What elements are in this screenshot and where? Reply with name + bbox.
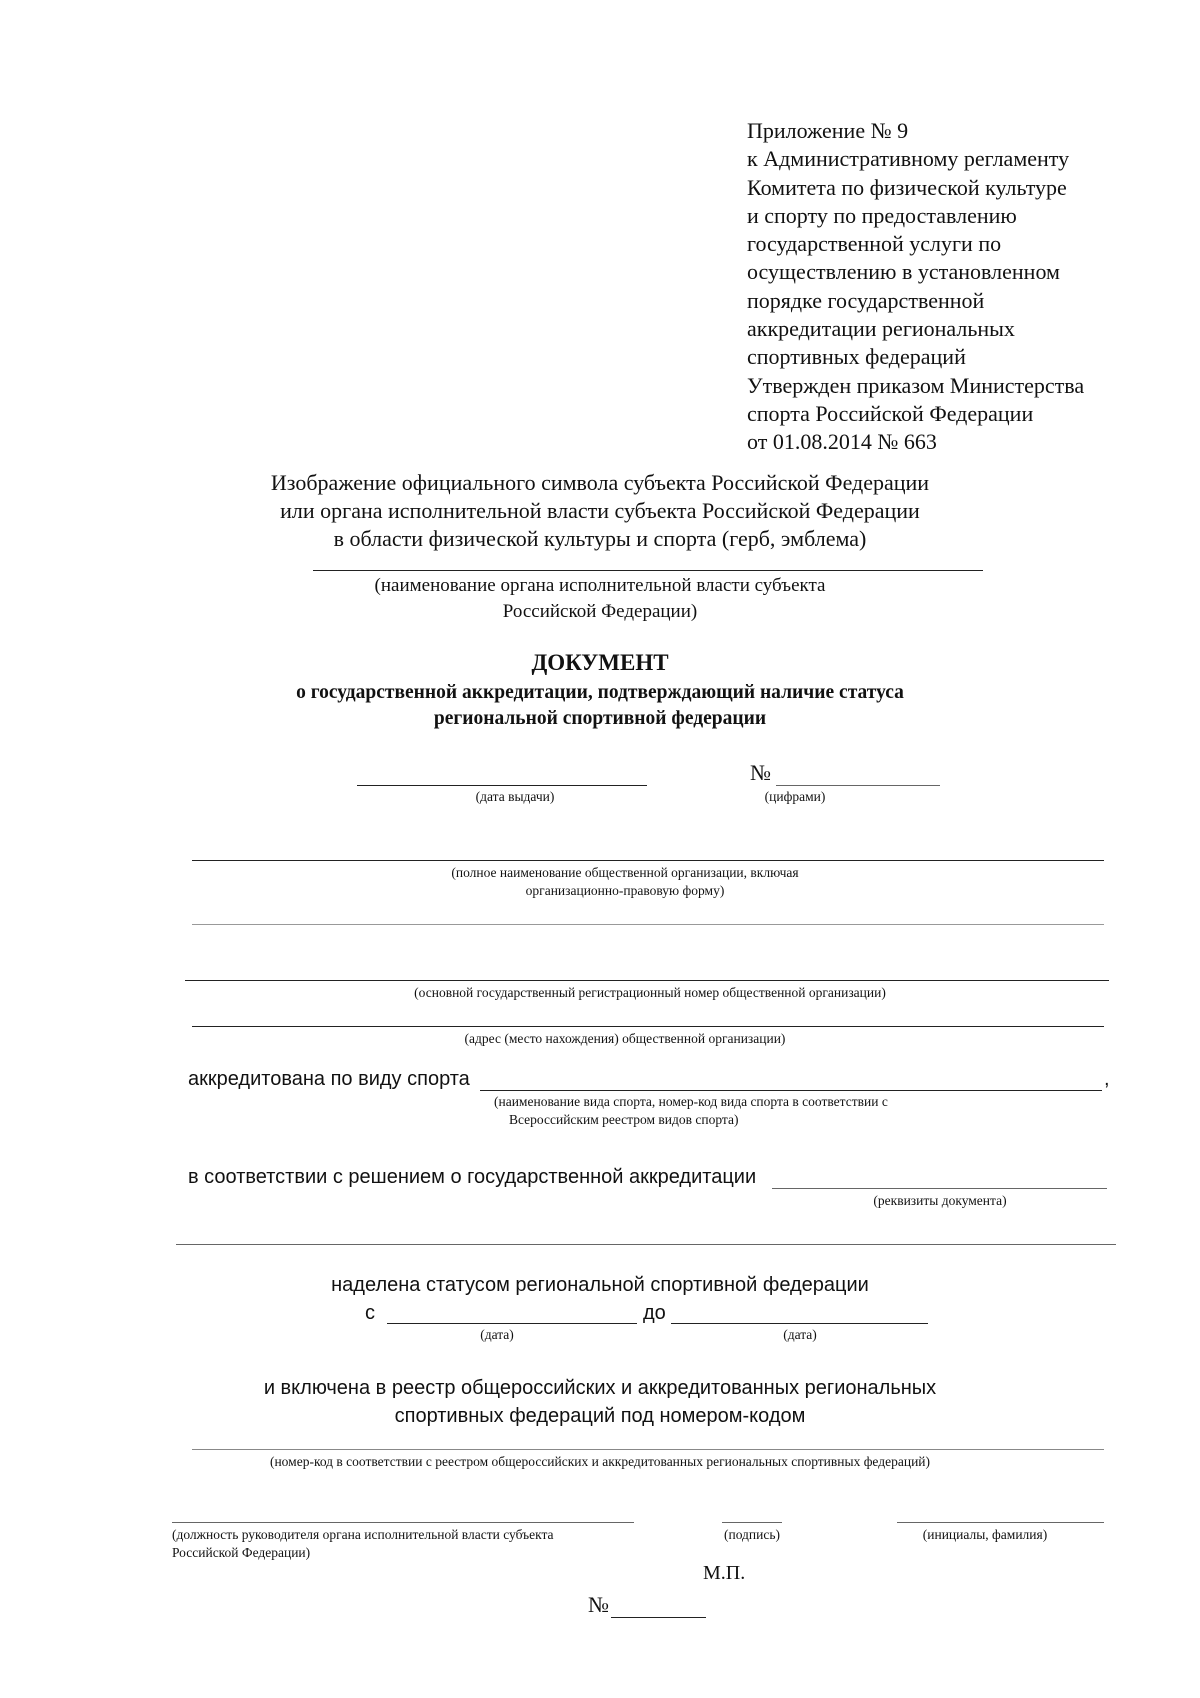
address-field[interactable] (192, 1026, 1104, 1027)
sport-caption-line: (наименование вида спорта, номер-код вида спорта в соответствии с (494, 1094, 888, 1109)
authority-name-field[interactable] (313, 570, 983, 571)
appendix-line: Утвержден приказом Министерства (747, 372, 1085, 398)
authority-caption (300, 573, 900, 625)
issue-date-field[interactable] (357, 785, 647, 786)
appendix-line: осуществлению в установленном (747, 259, 1060, 285)
status-to-date-field[interactable] (671, 1323, 928, 1324)
org-name-caption (300, 864, 950, 900)
sport-caption (494, 1093, 888, 1129)
appendix-block (747, 117, 1084, 457)
org-name-field[interactable] (192, 860, 1104, 861)
status-to-caption: (дата) (783, 1327, 817, 1342)
position-caption (172, 1526, 554, 1562)
document-subtitle (200, 680, 1000, 732)
subtitle-line: региональной спортивной федерации (433, 708, 767, 729)
ogrn-field[interactable] (185, 980, 1109, 981)
org-name-field-extra[interactable] (192, 924, 1104, 925)
position-caption-line: Российской Федерации) (172, 1545, 311, 1560)
status-from-label: с (365, 1302, 375, 1324)
symbol-line: в области физической культуры и спорта (герб, эмблема) (333, 526, 867, 551)
authority-caption-line: (наименование органа исполнительной власти субъекта (374, 575, 826, 596)
symbol-line: Изображение официального символа субъекта Российской Федерации (270, 470, 930, 495)
footer-number-field[interactable] (611, 1617, 706, 1618)
appendix-line: Комитета по физической культуре (747, 174, 1067, 200)
status-to-label: до (643, 1302, 666, 1324)
decision-caption: (реквизиты документа) (873, 1193, 1007, 1208)
appendix-line: к Административному регламенту (747, 146, 1070, 172)
org-name-caption-line: (полное наименование общественной организации, включая (451, 865, 799, 880)
symbol-placeholder-text (250, 469, 950, 553)
signature-field[interactable] (722, 1522, 782, 1523)
symbol-line: или органа исполнительной власти субъекта Российской Федерации (280, 498, 920, 523)
appendix-line: государственной услуги по (747, 231, 1002, 257)
footer-number-sign: № (588, 1592, 609, 1617)
ogrn-caption: (основной государственный регистрационный номер общественной организации) (414, 985, 886, 1000)
position-caption-line: (должность руководителя органа исполнительной власти субъекта (172, 1527, 554, 1542)
status-from-caption: (дата) (480, 1327, 514, 1342)
registry-text (200, 1374, 1000, 1430)
appendix-line: аккредитации региональных (747, 316, 1015, 342)
sport-field[interactable] (480, 1090, 1102, 1091)
registry-caption: (номер-код в соответствии с реестром общероссийских и аккредитованных региональных спортивных федераций) (269, 1454, 931, 1469)
issue-date-caption: (дата выдачи) (475, 789, 555, 804)
status-from-date-field[interactable] (387, 1323, 637, 1324)
sport-comma: , (1104, 1068, 1110, 1090)
signature-caption: (подпись) (723, 1527, 781, 1542)
registry-line: спортивных федераций под номером-кодом (394, 1405, 806, 1427)
decision-label: в соответствии с решением о государственной аккредитации (188, 1166, 757, 1188)
position-field[interactable] (172, 1522, 634, 1523)
appendix-line: от 01.08.2014 № 663 (747, 429, 937, 455)
decision-field[interactable] (772, 1188, 1107, 1189)
appendix-line: спорта Российской Федерации (747, 400, 1034, 426)
issue-number-sign: № (750, 760, 771, 785)
appendix-line: спортивных федераций (747, 344, 966, 370)
decision-field-extra[interactable] (176, 1244, 1116, 1245)
stamp-label: М.П. (703, 1562, 746, 1584)
name-caption: (инициалы, фамилия) (922, 1527, 1048, 1542)
appendix-line: Приложение № 9 (747, 118, 909, 143)
registry-line: и включена в реестр общероссийских и аккредитованных региональных (263, 1377, 937, 1399)
sport-label: аккредитована по виду спорта (188, 1068, 470, 1090)
address-caption: (адрес (место нахождения) общественной организации) (464, 1031, 786, 1046)
registry-code-field[interactable] (192, 1449, 1104, 1450)
document-title: ДОКУМЕНТ (531, 650, 669, 675)
subtitle-line: о государственной аккредитации, подтверждающий наличие статуса (296, 682, 904, 703)
status-text: наделена статусом региональной спортивной федерации (331, 1274, 869, 1296)
issue-number-field[interactable] (776, 785, 940, 786)
org-name-caption-line: организационно-правовую форму) (525, 883, 725, 898)
authority-caption-line: Российской Федерации) (502, 601, 698, 622)
appendix-line: и спорту по предоставлению (747, 202, 1017, 228)
sport-caption-line: Всероссийским реестром видов спорта) (509, 1112, 739, 1127)
issue-number-caption: (цифрами) (764, 789, 826, 804)
name-field[interactable] (897, 1522, 1104, 1523)
appendix-line: порядке государственной (747, 287, 985, 313)
